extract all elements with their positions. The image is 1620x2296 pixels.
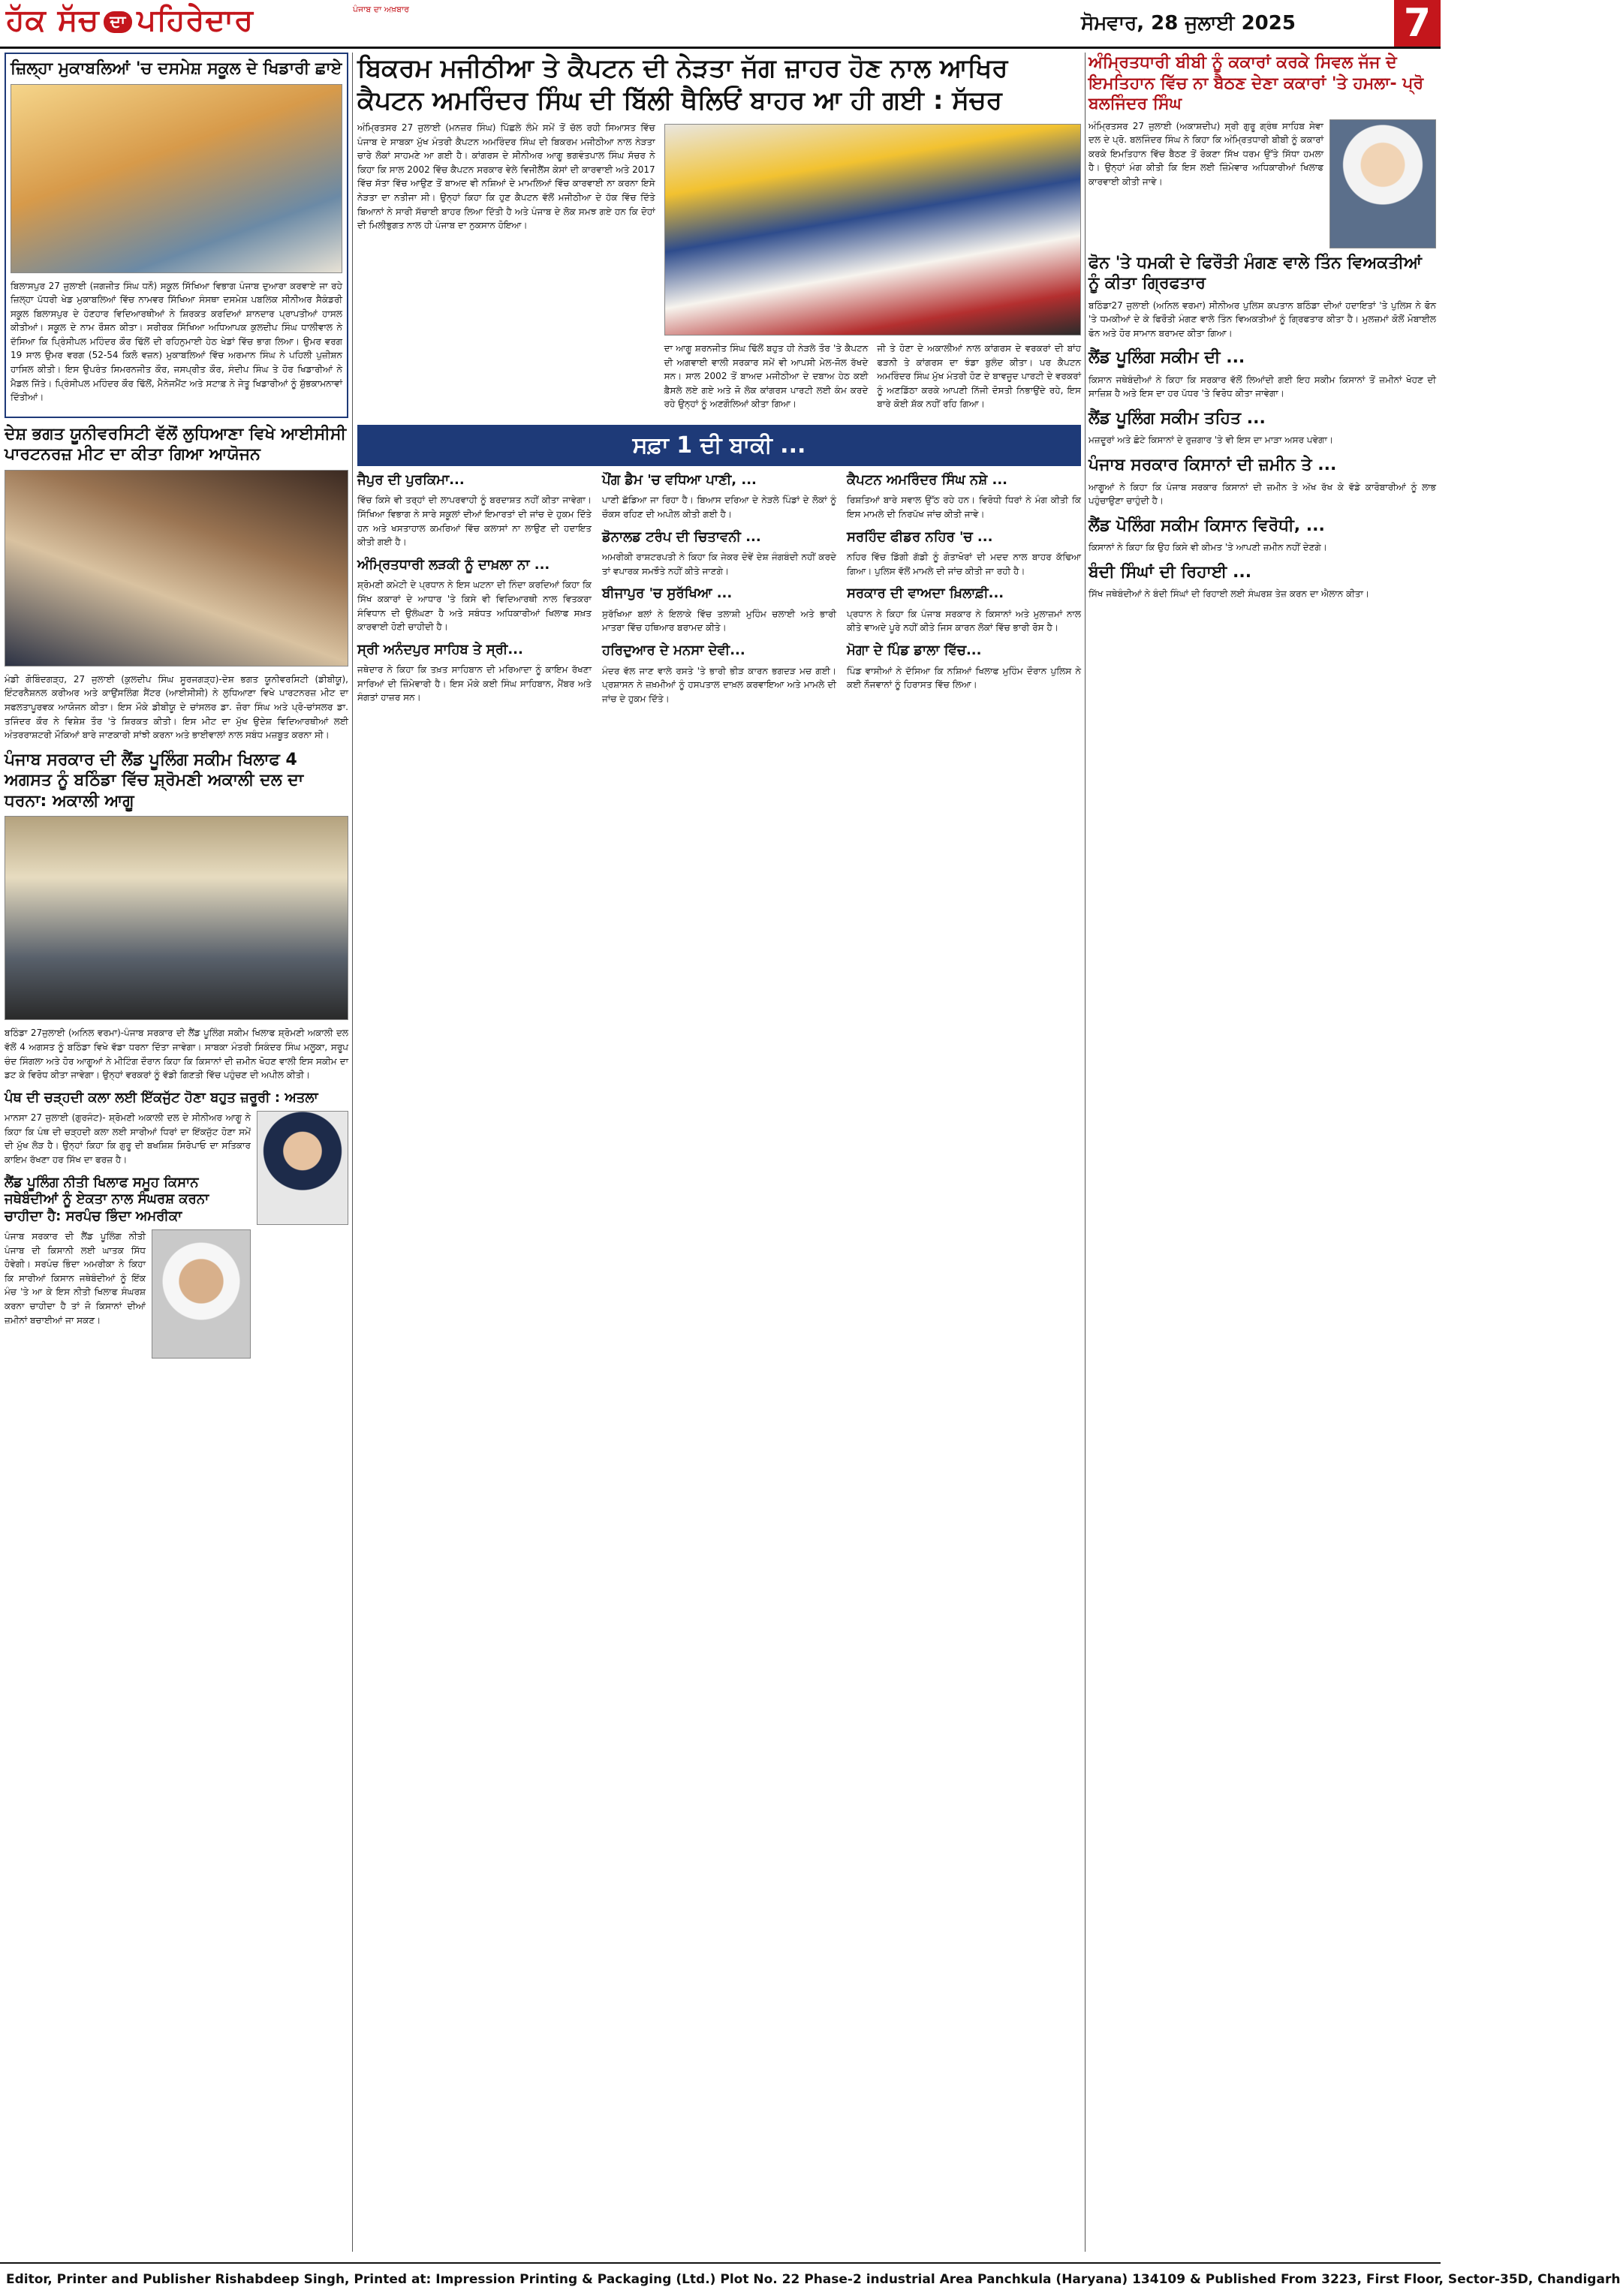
story-headline: ਸਰਹਿੰਦ ਫੀਡਰ ਨਹਿਰ 'ਚ ...: [847, 528, 993, 545]
continued-story: [1089, 562, 1436, 601]
story-headline: ਬੰਦੀ ਸਿੰਘਾਂ ਦੀ ਰਿਹਾਈ ...: [1089, 562, 1252, 582]
newspaper-logo: [6, 3, 254, 38]
continued-story: [602, 642, 836, 706]
leaders-group-photo: [664, 124, 1081, 336]
page-number: 7: [1394, 0, 1441, 47]
article-body: ਜੀ ਤੇ ਹੋਣਾ ਦੇ ਅਕਾਲੀਆਂ ਨਾਲ ਕਾਂਗਰਸ ਦੇ ਵਰਕਰਾਂ ਦੀ ਬਾਂਹ ਫੜਨੀ ਤੇ ਕਾਂਗਰਸ ਦਾ ਝੰਡਾ ਬੁਲੰਦ ਕੀਤਾ। ਪਰ ਕੈਪਟਨ ਅਮਰਿੰਦਰ ਸਿੰਘ ਮੁੱਖ ਮੰਤਰੀ ਹੋਣ ਦੇ ਬਾਵਜੂਦ ਪਾਰਟੀ ਦੇ ਵਰਕਰਾਂ ਨੂੰ ਅਣਡਿੱਠਾ ਕਰਕੇ ਆਪਣੀ ਨਿੱਜੀ ਦੋਸਤੀ ਨਿਭਾਉਂਦੇ ਰਹੇ, ਇਸ ਬਾਰੇ ਕੋਈ ਸ਼ੱਕ ਨਹੀਂ ਰਹਿ ਗਿਆ।: [877, 343, 1082, 410]
continued-story: [847, 472, 1081, 522]
story-body: ਜਥੇਦਾਰ ਨੇ ਕਿਹਾ ਕਿ ਤਖ਼ਤ ਸਾਹਿਬਾਨ ਦੀ ਮਰਿਆਦਾ ਨੂੰ ਕਾਇਮ ਰੱਖਣਾ ਸਾਰਿਆਂ ਦੀ ਜ਼ਿੰਮੇਵਾਰੀ ਹੈ। ਇਸ ਮੌਕੇ ਕਈ ਸਿੰਘ ਸਾਹਿਬਾਨ, ਮੈਂਬਰ ਅਤੇ ਸੰਗਤਾਂ ਹਾਜ਼ਰ ਸਨ।: [357, 664, 592, 703]
continued-story: [847, 585, 1081, 635]
continued-story: [357, 472, 592, 549]
continued-story: [1089, 455, 1436, 508]
story-headline: ਕੈਪਟਨ ਅਮਰਿੰਦਰ ਸਿੰਘ ਨਸ਼ੇ ...: [847, 471, 1008, 488]
sports-team-photo: [11, 84, 342, 273]
continued-stories: [357, 472, 1081, 709]
story-body: ਪ੍ਰਧਾਨ ਨੇ ਕਿਹਾ ਕਿ ਪੰਜਾਬ ਸਰਕਾਰ ਨੇ ਕਿਸਾਨਾਂ ਅਤੇ ਮੁਲਾਜ਼ਮਾਂ ਨਾਲ ਕੀਤੇ ਵਾਅਦੇ ਪੂਰੇ ਨਹੀਂ ਕੀਤੇ ਜਿਸ ਕਾਰਨ ਲੋਕਾਂ ਵਿੱਚ ਭਾਰੀ ਰੋਸ ਹੈ।: [847, 608, 1081, 633]
issue-date: ਸੋਮਵਾਰ, 28 ਜੁਲਾਈ 2025: [1081, 12, 1296, 35]
story-headline: ਜੈਪੁਰ ਦੀ ਪੁਰਕਿਮਾ...: [357, 471, 465, 488]
article-body: ਮਾਨਸਾ 27 ਜੁਲਾਈ (ਗੁਰਜੰਟ)- ਸ਼੍ਰੋਮਣੀ ਅਕਾਲੀ ਦਲ ਦੇ ਸੀਨੀਅਰ ਆਗੂ ਨੇ ਕਿਹਾ ਕਿ ਪੰਥ ਦੀ ਚੜ੍ਹਦੀ ਕਲਾ ਲਈ ਸਾਰੀਆਂ ਧਿਰਾਂ ਦਾ ਇੱਕਜੁੱਟ ਹੋਣਾ ਸਮੇਂ ਦੀ ਮੁੱਖ ਲੋੜ ਹੈ। ਉਨ੍ਹਾਂ ਕਿਹਾ ਕਿ ਗੁਰੂ ਦੀ ਬਖਸ਼ਿਸ਼ ਸਿਰੋਪਾਓ ਦਾ ਸਤਿਕਾਰ ਕਾਇਮ ਰੱਖਣਾ ਹਰ ਸਿੱਖ ਦਾ ਫਰਜ਼ ਹੈ।: [5, 1112, 251, 1165]
article-headline: ਪੰਜਾਬ ਸਰਕਾਰ ਦੀ ਲੈਂਡ ਪੂਲਿੰਗ ਸਕੀਮ ਖਿਲਾਫ 4 ਅਗਸਤ ਨੂੰ ਬਠਿੰਡਾ ਵਿੱਚ ਸ਼੍ਰੋਮਣੀ ਅਕਾਲੀ ਦਲ ਦਾ ਧਰਨਾ: ਅਕਾਲੀ ਆਗੂ: [5, 750, 304, 811]
article: [1089, 53, 1436, 188]
continued-story: [1089, 516, 1436, 555]
center-column: [357, 53, 1081, 709]
story-headline: ਸ੍ਰੀ ਅਨੰਦਪੁਰ ਸਾਹਿਬ ਤੇ ਸ੍ਰੀ...: [357, 641, 523, 658]
story-body: ਸਿੱਖ ਜਥੇਬੰਦੀਆਂ ਨੇ ਬੰਦੀ ਸਿੰਘਾਂ ਦੀ ਰਿਹਾਈ ਲਈ ਸੰਘਰਸ਼ ਤੇਜ਼ ਕਰਨ ਦਾ ਐਲਾਨ ਕੀਤਾ।: [1089, 588, 1370, 600]
story-headline: ਬੀਜਾਪੁਰ 'ਚ ਸੁਰੱਖਿਆ ...: [602, 585, 733, 602]
story-body: ਕਿਸਾਨਾਂ ਨੇ ਕਿਹਾ ਕਿ ਉਹ ਕਿਸੇ ਵੀ ਕੀਮਤ 'ਤੇ ਆਪਣੀ ਜ਼ਮੀਨ ਨਹੀਂ ਦੇਣਗੇ।: [1089, 542, 1327, 553]
article: [5, 1090, 348, 1167]
continued-story: [602, 529, 836, 579]
article-headline: ਲੈਂਡ ਪੂਲਿੰਗ ਨੀਤੀ ਖਿਲਾਫ ਸਮੂਹ ਕਿਸਾਨ ਜਥੇਬੰਦੀਆਂ ਨੂੰ ਏਕਤਾ ਨਾਲ ਸੰਘਰਸ਼ ਕਰਨਾ ਚਾਹੀਦਾ ਹੈ: ਸਰਪੰਚ ਭਿੰਦਾ ਅਮਰੀਕਾ: [5, 1174, 209, 1224]
continued-story: [602, 585, 836, 635]
story-headline: ਲੈਂਡ ਪੂਲਿੰਗ ਸਕੀਮ ਦੀ ...: [1089, 348, 1245, 368]
continued-story: [357, 557, 592, 634]
brand-da: ਦਾ: [104, 11, 132, 33]
article-body: ਬਠਿੰਡਾ 27ਜੁਲਾਈ (ਅਨਿਲ ਵਰਮਾ)-ਪੰਜਾਬ ਸਰਕਾਰ ਦੀ ਲੈਂਡ ਪੂਲਿੰਗ ਸਕੀਮ ਖਿਲਾਫ ਸ਼੍ਰੋਮਣੀ ਅਕਾਲੀ ਦਲ ਵੱਲੋਂ 4 ਅਗਸਤ ਨੂੰ ਬਠਿੰਡਾ ਵਿਖੇ ਵੱਡਾ ਧਰਨਾ ਦਿੱਤਾ ਜਾਵੇਗਾ। ਸਾਬਕਾ ਮੰਤਰੀ ਸਿਕੰਦਰ ਸਿੰਘ ਮਲੂਕਾ, ਸਰੂਪ ਚੰਦ ਸਿੰਗਲਾ ਅਤੇ ਹੋਰ ਆਗੂਆਂ ਨੇ ਮੀਟਿੰਗ ਦੌਰਾਨ ਕਿਹਾ ਕਿ ਕਿਸਾਨਾਂ ਦੀ ਜ਼ਮੀਨ ਖੋਹਣ ਵਾਲੀ ਇਸ ਸਕੀਮ ਦਾ ਡਟ ਕੇ ਵਿਰੋਧ ਕੀਤਾ ਜਾਵੇਗਾ। ਉਨ੍ਹਾਂ ਵਰਕਰਾਂ ਨੂੰ ਵੱਡੀ ਗਿਣਤੀ ਵਿੱਚ ਪਹੁੰਚਣ ਦੀ ਅਪੀਲ ਕੀਤੀ।: [5, 1028, 348, 1081]
brand-right: ਪਹਿਰੇਦਾਰ: [137, 3, 254, 38]
brand-left: ਹੱਕ ਸੱਚ: [6, 3, 100, 38]
column-divider: [1085, 53, 1086, 2252]
story-headline: ਲੈਂਡ ਪੋਲਿੰਗ ਸਕੀਮ ਕਿਸਾਨ ਵਿਰੋਧੀ, ...: [1089, 516, 1325, 535]
article-body: ਪੰਜਾਬ ਸਰਕਾਰ ਦੀ ਲੈਂਡ ਪੂਲਿੰਗ ਨੀਤੀ ਪੰਜਾਬ ਦੀ ਕਿਸਾਨੀ ਲਈ ਘਾਤਕ ਸਿੱਧ ਹੋਵੇਗੀ। ਸਰਪੰਚ ਭਿੰਦਾ ਅਮਰੀਕਾ ਨੇ ਕਿਹਾ ਕਿ ਸਾਰੀਆਂ ਕਿਸਾਨ ਜਥੇਬੰਦੀਆਂ ਨੂੰ ਇੱਕ ਮੰਚ 'ਤੇ ਆ ਕੇ ਇਸ ਨੀਤੀ ਖਿਲਾਫ ਸੰਘਰਸ਼ ਕਰਨਾ ਚਾਹੀਦਾ ਹੈ ਤਾਂ ਜੋ ਕਿਸਾਨਾਂ ਦੀਆਂ ਜ਼ਮੀਨਾਂ ਬਚਾਈਆਂ ਜਾ ਸਕਣ।: [5, 1231, 146, 1326]
story-body: ਸੁਰੱਖਿਆ ਬਲਾਂ ਨੇ ਇਲਾਕੇ ਵਿੱਚ ਤਲਾਸ਼ੀ ਮੁਹਿੰਮ ਚਲਾਈ ਅਤੇ ਭਾਰੀ ਮਾਤਰਾ ਵਿੱਚ ਹਥਿਆਰ ਬਰਾਮਦ ਕੀਤੇ।: [602, 608, 836, 633]
story-body: ਪਾਣੀ ਛੱਡਿਆ ਜਾ ਰਿਹਾ ਹੈ। ਬਿਆਸ ਦਰਿਆ ਦੇ ਨੇੜਲੇ ਪਿੰਡਾਂ ਦੇ ਲੋਕਾਂ ਨੂੰ ਚੌਕਸ ਰਹਿਣ ਦੀ ਅਪੀਲ ਕੀਤੀ ਗਈ ਹੈ।: [602, 495, 836, 520]
story-headline: ਪੰਜਾਬ ਸਰਕਾਰ ਕਿਸਾਨਾਂ ਦੀ ਜ਼ਮੀਨ ਤੇ ...: [1089, 456, 1337, 475]
story-headline: ਮੋਗਾ ਦੇ ਪਿੰਡ ਡਾਲਾ ਵਿੱਚ...: [847, 642, 982, 659]
meeting-photo: [5, 816, 348, 1020]
continued-story: [847, 529, 1081, 579]
article-headline: ਅੰਮ੍ਰਿਤਧਾਰੀ ਬੀਬੀ ਨੂੰ ਕਕਾਰਾਂ ਕਰਕੇ ਸਿਵਲ ਜੱਜ ਦੇ ਇਮਤਿਹਾਨ ਵਿੱਚ ਨਾ ਬੈਠਣ ਦੇਣਾ ਕਕਾਰਾਂ 'ਤੇ ਹਮਲਾ- ਪ੍ਰੋ ਬਲਜਿੰਦਰ ਸਿੰਘ: [1089, 53, 1424, 113]
article-headline: ਫੋਨ 'ਤੇ ਧਮਕੀ ਦੇ ਫਿਰੌਤੀ ਮੰਗਣ ਵਾਲੇ ਤਿੰਨ ਵਿਅਕਤੀਆਂ ਨੂੰ ਕੀਤਾ ਗ੍ਰਿਫਤਾਰ: [1089, 253, 1422, 293]
article-headline: ਦੇਸ਼ ਭਗਤ ਯੂਨੀਵਰਸਿਟੀ ਵੱਲੋਂ ਲੁਧਿਆਣਾ ਵਿਖੇ ਆਈਸੀਸੀ ਪਾਰਟਨਰਜ਼ ਮੀਟ ਦਾ ਕੀਤਾ ਗਿਆ ਆਯੋਜਨ: [5, 424, 347, 465]
lead-article: [357, 53, 1081, 419]
portrait-photo: [257, 1111, 348, 1225]
lead-headline: ਬਿਕਰਮ ਮਜੀਠੀਆ ਤੇ ਕੈਪਟਨ ਦੀ ਨੇੜਤਾ ਜੱਗ ਜ਼ਾਹਰ ਹੋਣ ਨਾਲ ਆਖਿਰ ਕੈਪਟਨ ਅਮਰਿੰਦਰ ਸਿੰਘ ਦੀ ਬਿੱਲੀ ਥੈਲਿਓਂ ਬਾਹਰ ਆ ਹੀ ਗਈ : ਸੱਚਰ: [357, 53, 1008, 116]
article-body: ਮੰਡੀ ਗੋਬਿੰਦਗੜ੍ਹ, 27 ਜੁਲਾਈ (ਕੁਲਦੀਪ ਸਿੰਘ ਸੂਰਜਗੜ੍ਹ)-ਦੇਸ਼ ਭਗਤ ਯੂਨੀਵਰਸਿਟੀ (ਡੀਬੀਯੂ), ਇੰਟਰਨੈਸ਼ਨਲ ਕਰੀਅਰ ਅਤੇ ਕਾਉਂਸਲਿੰਗ ਸੈਂਟਰ (ਆਈਸੀਸੀ) ਨੇ ਲੁਧਿਆਣਾ ਵਿਖੇ ਪਾਰਟਨਰਜ਼ ਮੀਟ ਦਾ ਸਫਲਤਾਪੂਰਵਕ ਆਯੋਜਨ ਕੀਤਾ। ਇਸ ਮੌਕੇ ਡੀਬੀਯੂ ਦੇ ਚਾਂਸਲਰ ਡਾ. ਜ਼ੋਰਾ ਸਿੰਘ ਅਤੇ ਪ੍ਰੋ-ਚਾਂਸਲਰ ਡਾ. ਤਜਿੰਦਰ ਕੌਰ ਨੇ ਵਿਸ਼ੇਸ਼ ਤੌਰ 'ਤੇ ਸ਼ਿਰਕਤ ਕੀਤੀ। ਇਸ ਮੀਟ ਦਾ ਮੁੱਖ ਉਦੇਸ਼ ਵਿਦਿਆਰਥੀਆਂ ਲਈ ਅੰਤਰਰਾਸ਼ਟਰੀ ਮੌਕਿਆਂ ਬਾਰੇ ਜਾਣਕਾਰੀ ਸਾਂਝੀ ਕਰਨਾ ਅਤੇ ਭਾਈਵਾਲਾਂ ਨਾਲ ਸਬੰਧ ਮਜ਼ਬੂਤ ਕਰਨਾ ਸੀ।: [5, 673, 348, 741]
story-body: ਵਿੱਚ ਕਿਸੇ ਵੀ ਤਰ੍ਹਾਂ ਦੀ ਲਾਪਰਵਾਹੀ ਨੂੰ ਬਰਦਾਸ਼ਤ ਨਹੀਂ ਕੀਤਾ ਜਾਵੇਗਾ। ਸਿੱਖਿਆ ਵਿਭਾਗ ਨੇ ਸਾਰੇ ਸਕੂਲਾਂ ਦੀਆਂ ਇਮਾਰਤਾਂ ਦੀ ਜਾਂਚ ਦੇ ਹੁਕਮ ਦਿੱਤੇ ਹਨ ਅਤੇ ਖਸਤਾਹਾਲ ਕਮਰਿਆਂ ਵਿੱਚ ਕਲਾਸਾਂ ਨਾ ਲਾਉਣ ਦੀ ਹਦਾਇਤ ਕੀਤੀ ਗਈ ਹੈ।: [357, 495, 592, 548]
story-headline: ਸਰਕਾਰ ਦੀ ਵਾਅਦਾ ਖ਼ਿਲਾਫ਼ੀ...: [847, 585, 1004, 602]
story-body: ਅਮਰੀਕੀ ਰਾਸ਼ਟਰਪਤੀ ਨੇ ਕਿਹਾ ਕਿ ਜੇਕਰ ਦੋਵੇਂ ਦੇਸ਼ ਜੰਗਬੰਦੀ ਨਹੀਂ ਕਰਦੇ ਤਾਂ ਵਪਾਰਕ ਸਮਝੌਤੇ ਨਹੀਂ ਕੀਤੇ ਜਾਣਗੇ।: [602, 552, 836, 576]
article: [5, 424, 348, 742]
continued-story: [602, 472, 836, 522]
continued-story: [1089, 348, 1436, 401]
article-body: ਬਠਿੰਡਾ27 ਜੁਲਾਈ (ਅਨਿਲ ਵਰਮਾ) ਸੀਨੀਅਰ ਪੁਲਿਸ ਕਪਤਾਨ ਬਠਿੰਡਾ ਦੀਆਂ ਹਦਾਇਤਾਂ 'ਤੇ ਪੁਲਿਸ ਨੇ ਫੋਨ 'ਤੇ ਧਮਕੀਆਂ ਦੇ ਕੇ ਫਿਰੌਤੀ ਮੰਗਣ ਵਾਲੇ ਤਿੰਨ ਵਿਅਕਤੀਆਂ ਨੂੰ ਗ੍ਰਿਫਤਾਰ ਕੀਤਾ ਹੈ। ਮੁਲਜ਼ਮਾਂ ਕੋਲੋਂ ਮੋਬਾਈਲ ਫੋਨ ਅਤੇ ਹੋਰ ਸਾਮਾਨ ਬਰਾਮਦ ਕੀਤਾ ਗਿਆ।: [1089, 299, 1436, 339]
story-body: ਮੰਦਰ ਵੱਲ ਜਾਣ ਵਾਲੇ ਰਸਤੇ 'ਤੇ ਭਾਰੀ ਭੀੜ ਕਾਰਨ ਭਗਦੜ ਮਚ ਗਈ। ਪ੍ਰਸ਼ਾਸਨ ਨੇ ਜ਼ਖ਼ਮੀਆਂ ਨੂੰ ਹਸਪਤਾਲ ਦਾਖ਼ਲ ਕਰਵਾਇਆ ਅਤੇ ਮਾਮਲੇ ਦੀ ਜਾਂਚ ਦੇ ਹੁਕਮ ਦਿੱਤੇ।: [602, 665, 836, 704]
article: [5, 53, 348, 418]
right-column: [1089, 53, 1436, 609]
story-headline: ਡੋਨਾਲਡ ਟਰੰਪ ਦੀ ਚਿਤਾਵਨੀ ...: [602, 528, 761, 545]
article-body: ਦਾ ਆਗੂ ਸ਼ਰਨਜੀਤ ਸਿੰਘ ਢਿੱਲੋਂ ਬਹੁਤ ਹੀ ਨੇੜਲੇ ਤੌਰ 'ਤੇ ਕੈਪਟਨ ਦੀ ਅਗਵਾਈ ਵਾਲੀ ਸਰਕਾਰ ਸਮੇਂ ਵੀ ਆਪਸੀ ਮੇਲ-ਜੋਲ ਰੱਖਦੇ ਸਨ। ਸਾਲ 2002 ਤੋਂ ਬਾਅਦ ਮਜੀਠੀਆ ਦੇ ਦਬਾਅ ਹੇਠ ਕਈ ਫ਼ੈਸਲੇ ਲਏ ਗਏ ਅਤੇ ਜੋ ਲੋਕ ਕਾਂਗਰਸ ਪਾਰਟੀ ਲਈ ਕੰਮ ਕਰਦੇ ਰਹੇ ਉਨ੍ਹਾਂ ਨੂੰ ਅਣਗੌਲਿਆਂ ਕੀਤਾ ਗਿਆ।: [664, 343, 869, 410]
article-body: ਅੰਮ੍ਰਿਤਸਰ 27 ਜੁਲਾਈ (ਅਕਾਸ਼ਦੀਪ) ਸ੍ਰੀ ਗੁਰੂ ਗ੍ਰੰਥ ਸਾਹਿਬ ਸੇਵਾ ਦਲ ਦੇ ਪ੍ਰੋ. ਬਲਜਿੰਦਰ ਸਿੰਘ ਨੇ ਕਿਹਾ ਕਿ ਅੰਮ੍ਰਿਤਧਾਰੀ ਬੀਬੀ ਨੂੰ ਕਕਾਰਾਂ ਕਰਕੇ ਇਮਤਿਹਾਨ ਵਿੱਚ ਬੈਠਣ ਤੋਂ ਰੋਕਣਾ ਸਿੱਖ ਧਰਮ ਉੱਤੇ ਸਿੱਧਾ ਹਮਲਾ ਹੈ। ਉਨ੍ਹਾਂ ਮੰਗ ਕੀਤੀ ਕਿ ਇਸ ਲਈ ਜ਼ਿੰਮੇਵਾਰ ਅਧਿਕਾਰੀਆਂ ਖਿਲਾਫ ਕਾਰਵਾਈ ਕੀਤੀ ਜਾਵੇ।: [1089, 120, 1323, 187]
article-body: ਬਿਲਾਸਪੁਰ 27 ਜੁਲਾਈ (ਜਗਜੀਤ ਸਿੰਘ ਧਨੌ) ਸਕੂਲ ਸਿੱਖਿਆ ਵਿਭਾਗ ਪੰਜਾਬ ਦੁਆਰਾ ਕਰਵਾਏ ਜਾ ਰਹੇ ਜ਼ਿਲ੍ਹਾ ਪੱਧਰੀ ਖੇਡ ਮੁਕਾਬਲਿਆਂ ਵਿੱਚ ਨਾਮਵਰ ਸਿੱਖਿਆ ਸੰਸਥਾ ਦਸਮੇਸ਼ ਪਬਲਿਕ ਸੀਨੀਅਰ ਸੈਕੰਡਰੀ ਸਕੂਲ ਬਿਲਾਸਪੁਰ ਦੇ ਹੋਣਹਾਰ ਵਿਦਿਆਰਥੀਆਂ ਨੇ ਸ਼ਿਰਕਤ ਕਰਦਿਆਂ ਸ਼ਾਨਦਾਰ ਪ੍ਰਾਪਤੀਆਂ ਹਾਸਲ ਕੀਤੀਆਂ। ਸਕੂਲ ਦੇ ਨਾਮ ਰੌਸ਼ਨ ਕੀਤਾ। ਸਰੀਰਕ ਸਿੱਖਿਆ ਅਧਿਆਪਕ ਕੁਲਦੀਪ ਸਿੰਘ ਧਾਲੀਵਾਲ ਨੇ ਦੱਸਿਆ ਕਿ ਪ੍ਰਿੰਸੀਪਲ ਮਹਿੰਦਰ ਕੌਰ ਢਿੱਲੋਂ ਦੀ ਰਹਿਨੁਮਾਈ ਹੇਠ ਖੇਡਾਂ ਵਿੱਚ ਭਾਗ ਲਿਆ। ਉਮਰ ਵਰਗ 19 ਸਾਲ ਉਮਰ ਵਰਗ (52-54 ਕਿਲੋ ਵਜ਼ਨ) ਮੁਕਾਬਲਿਆਂ ਵਿੱਚ ਅਰਮਾਨ ਸਿੰਘ ਨੇ ਪਹਿਲੀ ਪੁਜ਼ੀਸ਼ਨ ਹਾਸਿਲ ਕੀਤੀ। ਇਸ ਉਪਰੰਤ ਸਿਮਰਨਜੀਤ ਕੌਰ, ਜਸਪ੍ਰੀਤ ਕੌਰ, ਸੰਦੀਪ ਸਿੰਘ ਤੇ ਹੋਰ ਖਿਡਾਰੀਆਂ ਨੇ ਮੈਡਲ ਜਿੱਤੇ। ਪ੍ਰਿੰਸੀਪਲ ਮਹਿੰਦਰ ਕੌਰ ਢਿੱਲੋਂ, ਮੈਨੇਜਮੈਂਟ ਅਤੇ ਸਟਾਫ਼ ਨੇ ਜੇਤੂ ਖਿਡਾਰੀਆਂ ਨੂੰ ਸ਼ੁੱਭਕਾਮਨਾਵਾਂ ਦਿੱਤੀਆਂ।: [11, 280, 342, 403]
tagline: ਪੰਜਾਬ ਦਾ ਅਖ਼ਬਾਰ: [353, 5, 409, 14]
continued-section-banner: ਸਫ਼ਾ 1 ਦੀ ਬਾਕੀ ...: [357, 425, 1081, 466]
masthead: [0, 0, 1441, 49]
story-body: ਨਹਿਰ ਵਿੱਚ ਡਿੱਗੀ ਗੱਡੀ ਨੂੰ ਗੋਤਾਖੋਰਾਂ ਦੀ ਮਦਦ ਨਾਲ ਬਾਹਰ ਕੱਢਿਆ ਗਿਆ। ਪੁਲਿਸ ਵੱਲੋਂ ਮਾਮਲੇ ਦੀ ਜਾਂਚ ਕੀਤੀ ਜਾ ਰਹੀ ਹੈ।: [847, 552, 1081, 576]
continued-story: [357, 642, 592, 705]
article-body: ਅੰਮ੍ਰਿਤਸਰ 27 ਜੁਲਾਈ (ਮਨਜ਼ਰ ਸਿੰਘ) ਪਿੱਛਲੇ ਲੰਮੇ ਸਮੇਂ ਤੋਂ ਚੱਲ ਰਹੀ ਸਿਆਸਤ ਵਿੱਚ ਪੰਜਾਬ ਦੇ ਸਾਬਕਾ ਮੁੱਖ ਮੰਤਰੀ ਕੈਪਟਨ ਅਮਰਿੰਦਰ ਸਿੰਘ ਦੀ ਬਿਕਰਮ ਮਜੀਠੀਆ ਨਾਲ ਨੇੜਤਾ ਚਾਰੇ ਲੋਕਾਂ ਸਾਹਮਣੇ ਆ ਗਈ ਹੈ। ਕਾਂਗਰਸ ਦੇ ਸੀਨੀਅਰ ਆਗੂ ਭਗਵੰਤਪਾਲ ਸਿੰਘ ਸੱਚਰ ਨੇ ਕਿਹਾ ਕਿ ਸਾਲ 2002 ਵਿੱਚ ਕੈਪਟਨ ਸਰਕਾਰ ਵੇਲੇ ਵਿਜੀਲੈਂਸ ਕੇਸਾਂ ਦੀ ਕਾਰਵਾਈ ਅਤੇ 2017 ਵਿੱਚ ਸੱਤਾ ਵਿੱਚ ਆਉਣ ਤੋਂ ਬਾਅਦ ਵੀ ਨਸ਼ਿਆਂ ਦੇ ਮਾਮਲਿਆਂ ਵਿੱਚ ਕਾਰਵਾਈ ਨਾ ਕਰਨਾ ਇਸੇ ਨੇੜਤਾ ਦਾ ਨਤੀਜਾ ਸੀ। ਉਨ੍ਹਾਂ ਕਿਹਾ ਕਿ ਹੁਣ ਕੈਪਟਨ ਵੱਲੋਂ ਮਜੀਠੀਆ ਦੇ ਹੱਕ ਵਿੱਚ ਦਿੱਤੇ ਬਿਆਨਾਂ ਨੇ ਸਾਰੀ ਸੱਚਾਈ ਬਾਹਰ ਲਿਆ ਦਿੱਤੀ ਹੈ ਅਤੇ ਪੰਜਾਬ ਦੇ ਲੋਕ ਸਮਝ ਗਏ ਹਨ ਕਿ ਦੋਹਾਂ ਦੀ ਮਿਲੀਭੁਗਤ ਨਾਲ ਹੀ ਪੰਜਾਬ ਦਾ ਨੁਕਸਾਨ ਹੋਇਆ।: [357, 122, 655, 231]
continued-story: [847, 642, 1081, 692]
story-headline: ਅੰਮ੍ਰਿਤਧਾਰੀ ਲੜਕੀ ਨੂੰ ਦਾਖ਼ਲਾ ਨਾ ...: [357, 556, 550, 573]
story-body: ਆਗੂਆਂ ਨੇ ਕਿਹਾ ਕਿ ਪੰਜਾਬ ਸਰਕਾਰ ਕਿਸਾਨਾਂ ਦੀ ਜ਼ਮੀਨ ਤੇ ਅੱਖ ਰੱਖ ਕੇ ਵੱਡੇ ਕਾਰੋਬਾਰੀਆਂ ਨੂੰ ਲਾਭ ਪਹੁੰਚਾਉਣਾ ਚਾਹੁੰਦੀ ਹੈ।: [1089, 481, 1436, 507]
column-divider: [352, 53, 353, 2252]
story-headline: ਹਰਿਦੁਆਰ ਦੇ ਮਨਸਾ ਦੇਵੀ...: [602, 642, 745, 659]
portrait-photo: [152, 1229, 251, 1359]
article-headline: ਜ਼ਿਲ੍ਹਾ ਮੁਕਾਬਲਿਆਂ 'ਚ ਦਸਮੇਸ਼ ਸਕੂਲ ਦੇ ਖਿਡਾਰੀ ਛਾਏ: [11, 59, 342, 78]
event-photo: [5, 470, 348, 667]
story-body: ਸ਼੍ਰੋਮਣੀ ਕਮੇਟੀ ਦੇ ਪ੍ਰਧਾਨ ਨੇ ਇਸ ਘਟਨਾ ਦੀ ਨਿੰਦਾ ਕਰਦਿਆਂ ਕਿਹਾ ਕਿ ਸਿੱਖ ਕਕਾਰਾਂ ਦੇ ਆਧਾਰ 'ਤੇ ਕਿਸੇ ਵੀ ਵਿਦਿਆਰਥੀ ਨਾਲ ਵਿਤਕਰਾ ਸੰਵਿਧਾਨ ਦੀ ਉਲੰਘਣਾ ਹੈ ਅਤੇ ਸਬੰਧਤ ਅਧਿਕਾਰੀਆਂ ਖਿਲਾਫ ਸਖ਼ਤ ਕਾਰਵਾਈ ਹੋਣੀ ਚਾਹੀਦੀ ਹੈ।: [357, 579, 592, 633]
story-headline: ਪੌਂਗ ਡੈਮ 'ਚ ਵਧਿਆ ਪਾਣੀ, ...: [602, 471, 757, 488]
article-headline: ਪੰਥ ਦੀ ਚੜ੍ਹਦੀ ਕਲਾ ਲਈ ਇੱਕਜੁੱਟ ਹੋਣਾ ਬਹੁਤ ਜ਼ਰੂਰੀ : ਅਤਲਾ: [5, 1089, 318, 1106]
article: [5, 750, 348, 1082]
story-body: ਮਜ਼ਦੂਰਾਂ ਅਤੇ ਛੋਟੇ ਕਿਸਾਨਾਂ ਦੇ ਰੁਜ਼ਗਾਰ 'ਤੇ ਵੀ ਇਸ ਦਾ ਮਾੜਾ ਅਸਰ ਪਵੇਗਾ।: [1089, 435, 1334, 446]
article: [1089, 253, 1436, 341]
story-body: ਰਿਸ਼ਤਿਆਂ ਬਾਰੇ ਸਵਾਲ ਉੱਠ ਰਹੇ ਹਨ। ਵਿਰੋਧੀ ਧਿਰਾਂ ਨੇ ਮੰਗ ਕੀਤੀ ਕਿ ਇਸ ਮਾਮਲੇ ਦੀ ਨਿਰਪੱਖ ਜਾਂਚ ਕੀਤੀ ਜਾਵੇ।: [847, 495, 1082, 520]
portrait-photo: [1329, 119, 1436, 248]
continued-story: [1089, 408, 1436, 447]
left-column: [5, 53, 348, 1363]
story-body: ਕਿਸਾਨ ਜਥੇਬੰਦੀਆਂ ਨੇ ਕਿਹਾ ਕਿ ਸਰਕਾਰ ਵੱਲੋਂ ਲਿਆਂਦੀ ਗਈ ਇਹ ਸਕੀਮ ਕਿਸਾਨਾਂ ਤੋਂ ਜ਼ਮੀਨਾਂ ਖੋਹਣ ਦੀ ਸਾਜ਼ਿਸ਼ ਹੈ ਅਤੇ ਇਸ ਦਾ ਹਰ ਪੱਧਰ 'ਤੇ ਵਿਰੋਧ ਕੀਤਾ ਜਾਵੇਗਾ।: [1089, 374, 1436, 399]
story-body: ਪਿੰਡ ਵਾਸੀਆਂ ਨੇ ਦੱਸਿਆ ਕਿ ਨਸ਼ਿਆਂ ਖਿਲਾਫ ਮੁਹਿੰਮ ਦੌਰਾਨ ਪੁਲਿਸ ਨੇ ਕਈ ਨੌਜਵਾਨਾਂ ਨੂੰ ਹਿਰਾਸਤ ਵਿੱਚ ਲਿਆ।: [847, 665, 1081, 691]
story-headline: ਲੈਂਡ ਪੂਲਿੰਗ ਸਕੀਮ ਤਹਿਤ ...: [1089, 408, 1266, 428]
imprint-footer: Editor, Printer and Publisher Rishabdeep Singh, Printed at: Impression Printing & Packaging (Ltd.) Plot No. 22 Phase-2 industrial Area Panchkula (Haryana) 134109 & Published From 3223, First Floor, Sector-35D, Chandigarh: [0, 2262, 1441, 2296]
